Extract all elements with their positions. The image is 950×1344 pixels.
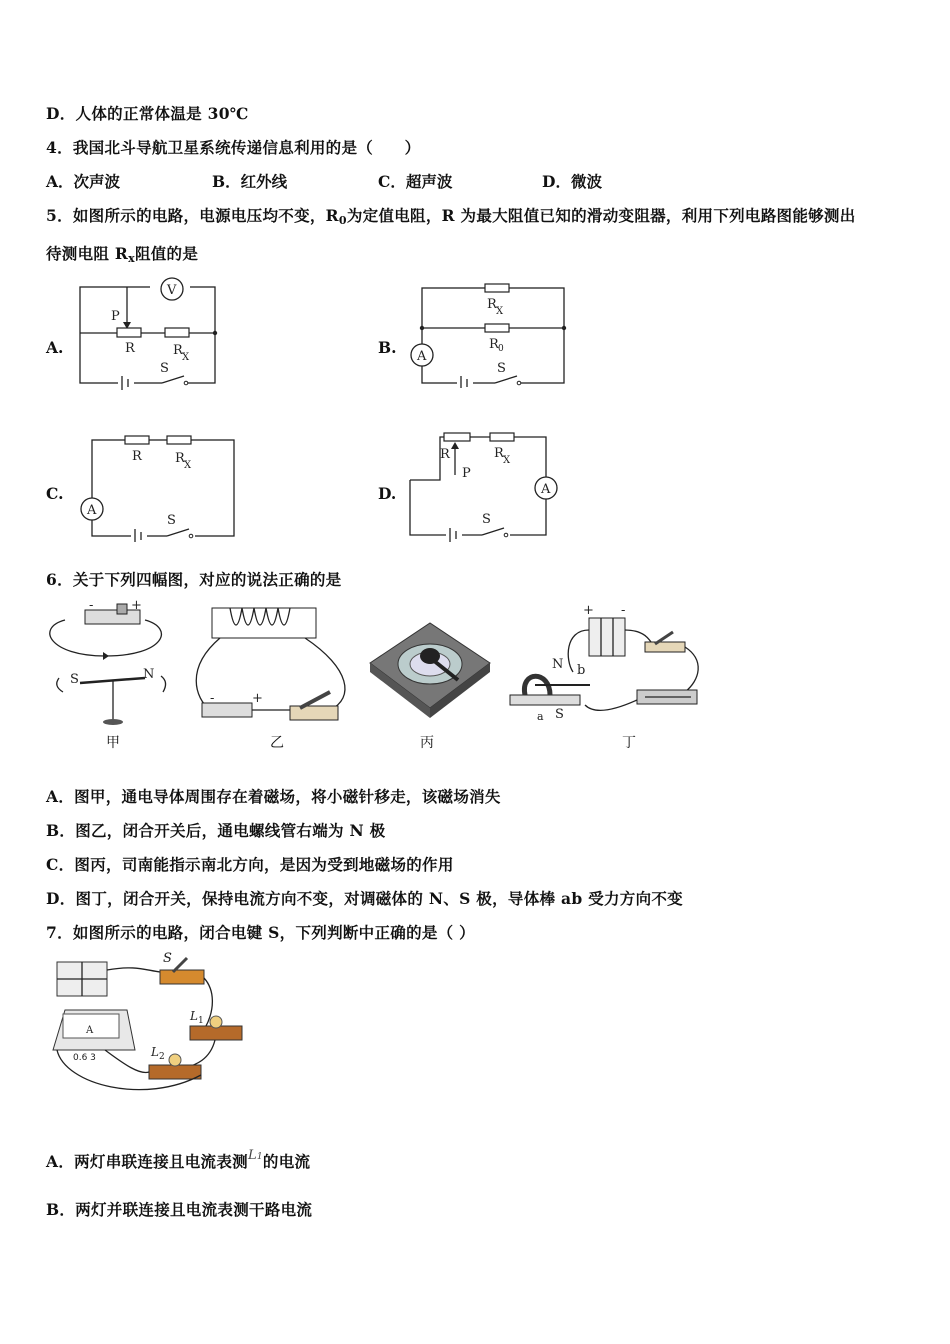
svg-text:a: a	[537, 710, 544, 723]
q5-stem-line1: 5．如图所示的电路，电源电压均不变，$R_0$为定值电阻，R 为最大阻值已知的滑动变阻器，利用下列电路图能够测出	[46, 206, 856, 227]
svg-text:S: S	[160, 361, 169, 376]
circuit-c	[75, 430, 240, 542]
q6-option-d: D．图丁，闭合开关，保持电流方向不变，对调磁体的 N、S 极，导体棒 ab 受力方向不变	[46, 889, 683, 908]
q6-stem: 6．关于下列四幅图，对应的说法正确的是	[46, 570, 342, 589]
slider-arrow-icon	[451, 442, 459, 449]
circuit-d	[400, 425, 570, 543]
svg-text:X: X	[182, 352, 190, 363]
svg-text:+: +	[583, 603, 594, 618]
q5-label-c: C.	[46, 484, 64, 503]
svg-text:R: R	[125, 341, 135, 356]
svg-text:N: N	[143, 667, 155, 682]
q4-option-c: C．超声波	[378, 172, 453, 191]
q3-option-d: D．人体的正常体温是 30℃	[46, 104, 249, 123]
svg-text:0.6 3: 0.6 3	[73, 1053, 96, 1063]
svg-text:L: L	[190, 1009, 198, 1023]
svg-text:A: A	[417, 349, 427, 364]
svg-text:A: A	[87, 503, 97, 518]
svg-text:0: 0	[498, 344, 504, 354]
q5-stem-line2: 待测电阻 $R_x$阻值的是	[46, 244, 199, 265]
svg-text:R: R	[440, 447, 450, 462]
svg-text:b: b	[577, 663, 586, 678]
q4-stem: 4．我国北斗导航卫星系统传递信息利用的是（ ）	[46, 138, 421, 157]
svg-text:R: R	[173, 343, 183, 358]
svg-text:+: +	[252, 691, 263, 706]
voltmeter-label: V	[167, 283, 177, 298]
svg-text:+: +	[131, 598, 142, 613]
svg-text:S: S	[163, 951, 172, 966]
svg-text:-: -	[89, 598, 94, 613]
fig-label-jia: 甲	[106, 735, 120, 751]
svg-text:S: S	[167, 513, 176, 528]
svg-text:R: R	[132, 449, 142, 464]
q7-option-b: B．两灯并联连接且电流表测干路电流	[46, 1200, 313, 1219]
svg-text:R: R	[487, 297, 497, 312]
svg-text:P: P	[111, 309, 120, 324]
circuit-b	[405, 278, 575, 388]
svg-text:X: X	[496, 306, 504, 317]
figure-jia	[45, 598, 180, 738]
svg-text:X: X	[503, 455, 511, 466]
svg-text:R: R	[494, 446, 504, 461]
fig-label-ding: 丁	[622, 735, 636, 751]
q7-stem: 7．如图所示的电路，闭合电键 S，下列判断中正确的是（ ）	[46, 923, 475, 942]
figure-yi	[190, 598, 355, 733]
fig-label-yi: 乙	[270, 735, 284, 751]
svg-text:S: S	[482, 512, 491, 527]
svg-text:L: L	[151, 1045, 159, 1059]
svg-text:S: S	[555, 707, 564, 722]
q5-label-b: B.	[378, 338, 397, 357]
circuit-a	[70, 270, 230, 392]
svg-text:1: 1	[198, 1016, 204, 1026]
svg-text:A: A	[86, 1025, 94, 1036]
q4-option-d: D．微波	[542, 172, 602, 191]
svg-text:A: A	[541, 482, 551, 497]
svg-text:P: P	[462, 466, 471, 481]
figure-bing	[368, 608, 493, 728]
svg-text:X: X	[184, 460, 192, 471]
q6-option-c: C．图丙，司南能指示南北方向，是因为受到地磁场的作用	[46, 855, 454, 874]
q5-label-a: A.	[46, 338, 64, 357]
svg-text:N: N	[552, 657, 564, 672]
q4-option-b: B．红外线	[212, 172, 288, 191]
figure-ding	[505, 600, 705, 730]
q7-option-a: A．两灯串联连接且电流表测$^{L1}$的电流	[46, 1148, 311, 1171]
svg-text:S: S	[497, 361, 506, 376]
svg-text:2: 2	[159, 1052, 165, 1062]
svg-text:R: R	[489, 337, 499, 352]
svg-text:-: -	[621, 603, 626, 618]
q5-label-d: D.	[378, 484, 397, 503]
fig-label-bing: 丙	[420, 735, 434, 751]
svg-text:-: -	[210, 691, 215, 706]
q6-option-b: B．图乙，闭合开关后，通电螺线管右端为 N 极	[46, 821, 386, 840]
svg-text:S: S	[70, 672, 79, 687]
q4-option-a: A．次声波	[46, 172, 121, 191]
figure-q7-circuit	[45, 950, 255, 1110]
svg-text:R: R	[175, 451, 185, 466]
q6-option-a: A．图甲，通电导体周围存在着磁场，将小磁针移走，该磁场消失	[46, 787, 501, 806]
